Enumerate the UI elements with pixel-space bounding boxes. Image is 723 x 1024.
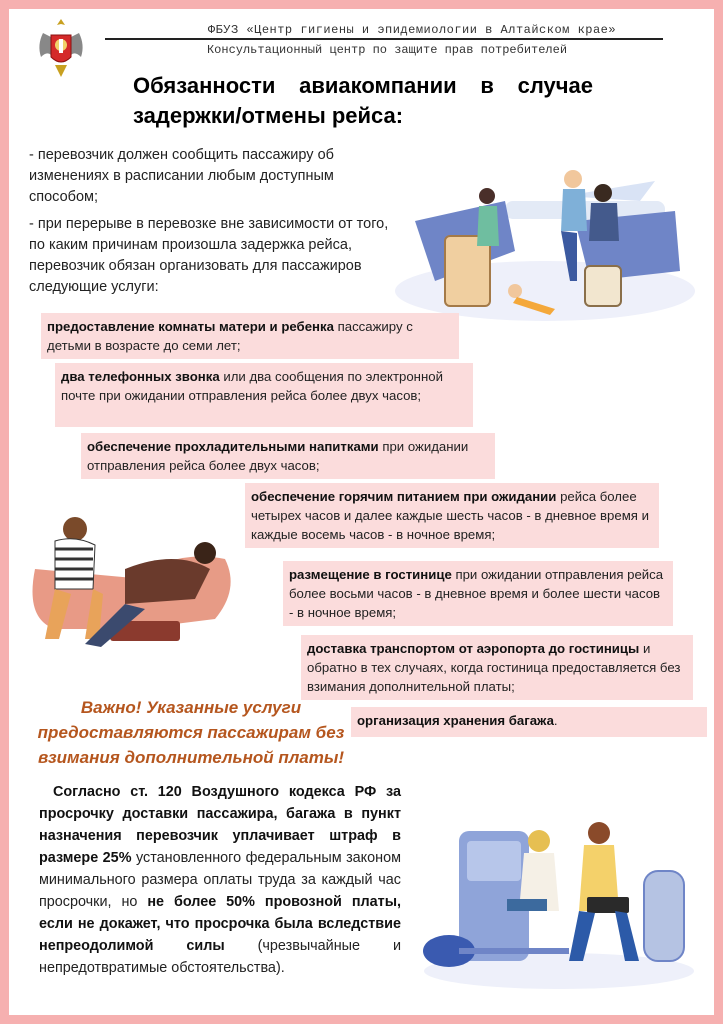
service-item-hot-meals bbox=[245, 483, 659, 548]
intro-paragraph: - перевозчик должен сообщить пассажиру об изменениях в расписании любым доступным способом; bbox=[29, 147, 334, 205]
law-text: (чрезвычайные и непредотвратимые обстоятельства). bbox=[39, 938, 402, 976]
service-item-transport bbox=[301, 635, 693, 700]
service-item-baggage bbox=[351, 707, 707, 737]
header-divider bbox=[105, 38, 663, 40]
service-bold: обеспечение прохладительными напитками bbox=[87, 439, 379, 454]
service-text: или два сообщения по электронной почте при ожидании отправления рейса более двух часов; bbox=[61, 369, 443, 403]
waiting-passengers-illustration bbox=[419, 801, 699, 991]
coat-of-arms-icon bbox=[33, 15, 89, 81]
service-text: при ожидании отправления рейса более восьми часов - в дневное время и более шести часов - в ночное время; bbox=[289, 567, 664, 620]
org-name: ФБУЗ «Центр гигиены и эпидемиологии в Алтайском крае» bbox=[207, 23, 617, 37]
center-name: Консультационный центр по защите прав потребителей bbox=[206, 43, 568, 57]
service-item-phone-calls bbox=[55, 363, 473, 427]
service-text: . bbox=[553, 713, 558, 728]
air-code-article bbox=[39, 781, 401, 979]
service-bold: два телефонных звонка bbox=[61, 369, 220, 384]
service-text: пассажиру с детьми в возрасте до семи лет; bbox=[47, 319, 413, 353]
important-notice: Важно! Указанные услуги предоставляются пассажирам без взимания дополнительной платы! bbox=[37, 698, 345, 767]
intro-paragraph: - при перерыве в перевозке вне зависимости от того, по каким причинам произошла задержка рейса, перевозчик обязан организовать для пассажиров следующие услуги: bbox=[29, 216, 389, 295]
service-text: рейса более четырех часов и далее каждые шесть часов - в дневное время и каждые восемь часов - в ночное время; bbox=[251, 489, 649, 542]
poster-sheet bbox=[9, 9, 714, 1015]
intro-text bbox=[29, 145, 405, 304]
service-item-hotel bbox=[283, 561, 673, 626]
law-bold-part: Согласно ст. 120 Воздушного кодекса РФ за просрочку доставки пассажира, багажа в пункт назначения перевозчик уплачивает штраф в размере 25% bbox=[39, 784, 401, 866]
sleeping-passengers-illustration bbox=[15, 509, 247, 659]
service-text: при ожидании отправления рейса более двух часов; bbox=[87, 439, 469, 473]
service-text: и обратно в тех случаях, когда гостиница предоставляется без взимания дополнительной платы; bbox=[307, 641, 681, 694]
law-bold-part: не более 50% провозной платы, если не докажет, что просрочка была вследствие непреодолимой силы bbox=[39, 894, 401, 954]
page-title: Обязанности авиакомпании в случае задержки/отмены рейса: bbox=[133, 73, 593, 128]
service-bold: обеспечение горячим питанием при ожидании bbox=[251, 489, 557, 504]
law-text: установленного федеральным законом минимального размера оплаты труда за каждый час просрочки, но bbox=[39, 850, 401, 910]
service-bold: предоставление комнаты матери и ребенка bbox=[47, 319, 334, 334]
service-item-mother-child-room bbox=[41, 313, 459, 359]
travelers-illustration bbox=[395, 141, 695, 321]
service-item-drinks bbox=[81, 433, 495, 479]
service-bold: размещение в гостинице bbox=[289, 567, 452, 582]
service-bold: доставка транспортом от аэропорта до гостиницы bbox=[307, 641, 640, 656]
service-bold: организация хранения багажа bbox=[357, 713, 554, 728]
